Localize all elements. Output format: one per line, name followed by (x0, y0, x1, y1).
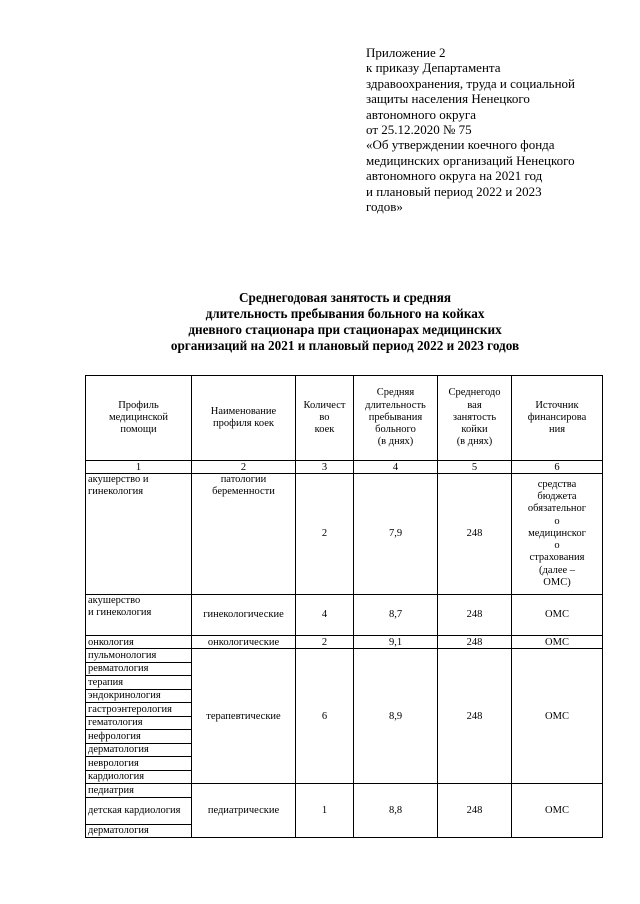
annex-line: защиты населения Ненецкого (366, 91, 530, 107)
cell-profile: детская кардиология (86, 797, 192, 824)
cell-profile: нефрология (86, 730, 192, 744)
table-row (86, 636, 603, 649)
table-row (86, 595, 603, 636)
header-cell-avg-stay: Средняя длительность пребывания больного (в днях) (354, 376, 438, 461)
cell-bed-profile: онкологические (192, 636, 296, 649)
cell-occupancy: 248 (438, 474, 512, 595)
annex-line: медицинских организаций Ненецкого (366, 152, 575, 168)
annex-line: и плановый период 2022 и 2023 (366, 183, 542, 199)
cell-profile: дерматология (86, 824, 192, 838)
cell-occupancy: 248 (438, 784, 512, 838)
cell-avg-stay: 7,9 (354, 474, 438, 595)
table-row (86, 784, 603, 798)
annex-line: автономного округа на 2021 год (366, 168, 543, 184)
table-row (86, 474, 603, 595)
title-line: дневного стационара при стационарах медицинских (188, 322, 502, 337)
annex-line: годов» (366, 199, 403, 215)
cell-avg-stay: 9,1 (354, 636, 438, 649)
cell-avg-stay: 8,8 (354, 784, 438, 838)
column-number: 4 (354, 461, 438, 474)
cell-bed-profile: гинекологические (192, 595, 296, 636)
cell-profile: гематология (86, 716, 192, 730)
cell-source: ОМС (512, 784, 603, 838)
cell-source: ОМС (512, 649, 603, 784)
column-number: 1 (86, 461, 192, 474)
cell-profile: неврология (86, 757, 192, 771)
annex-line: Приложение 2 (366, 45, 446, 60)
annex-line: к приказу Департамента (366, 60, 501, 76)
cell-profile: эндокринология (86, 689, 192, 703)
cell-count: 2 (296, 474, 354, 595)
cell-occupancy: 248 (438, 595, 512, 636)
annex-line: здравоохранения, труда и социальной (366, 75, 575, 91)
cell-occupancy: 248 (438, 636, 512, 649)
document-title (80, 290, 610, 354)
column-number: 6 (512, 461, 603, 474)
cell-profile: гастроэнтерология (86, 703, 192, 717)
cell-count: 6 (296, 649, 354, 784)
header-cell-occupancy: Среднегодо вая занятость койки (в днях) (438, 376, 512, 461)
cell-profile: ревматология (86, 662, 192, 676)
title-line: организаций на 2021 и плановый период 2022 и 2023 годов (170, 338, 520, 353)
annex-block (366, 45, 628, 214)
cell-profile: педиатрия (86, 784, 192, 798)
cell-count: 4 (296, 595, 354, 636)
cell-avg-stay: 8,7 (354, 595, 438, 636)
table-row (86, 649, 603, 663)
title-line: длительность пребывания больного на койках (205, 306, 485, 321)
header-cell-count: Количест во коек (296, 376, 354, 461)
header-cell-bed-profile: Наименование профиля коек (192, 376, 296, 461)
header-cell-profile: Профиль медицинской помощи (86, 376, 192, 461)
cell-profile: акушерство и гинекология (86, 474, 192, 595)
annex-line: «Об утверждении коечного фонда (366, 137, 555, 153)
column-number: 2 (192, 461, 296, 474)
annex-line: от 25.12.2020 № 75 (366, 122, 472, 138)
header-cell-source: Источник финансирова ния (512, 376, 603, 461)
column-number-row (86, 461, 603, 474)
column-number: 5 (438, 461, 512, 474)
cell-source: ОМС (512, 636, 603, 649)
cell-profile: акушерство и гинекология (86, 595, 192, 636)
annex-line: автономного округа (366, 106, 476, 122)
cell-bed-profile: терапевтические (192, 649, 296, 784)
cell-source: средства бюджета обязательног о медицинског о страхования (далее – ОМС) (512, 474, 603, 595)
header-row (86, 376, 603, 461)
cell-profile: дерматология (86, 743, 192, 757)
cell-profile: пульмонология (86, 649, 192, 663)
cell-avg-stay: 8,9 (354, 649, 438, 784)
cell-bed-profile: патологии беременности (192, 474, 296, 595)
cell-profile: кардиология (86, 770, 192, 784)
title-line: Среднегодовая занятость и средняя (238, 290, 452, 305)
bed-occupancy-table (85, 375, 603, 838)
cell-count: 2 (296, 636, 354, 649)
cell-count: 1 (296, 784, 354, 838)
column-number: 3 (296, 461, 354, 474)
cell-source: ОМС (512, 595, 603, 636)
cell-profile: онкология (86, 636, 192, 649)
cell-profile: терапия (86, 676, 192, 690)
cell-bed-profile: педиатрические (192, 784, 296, 838)
cell-occupancy: 248 (438, 649, 512, 784)
